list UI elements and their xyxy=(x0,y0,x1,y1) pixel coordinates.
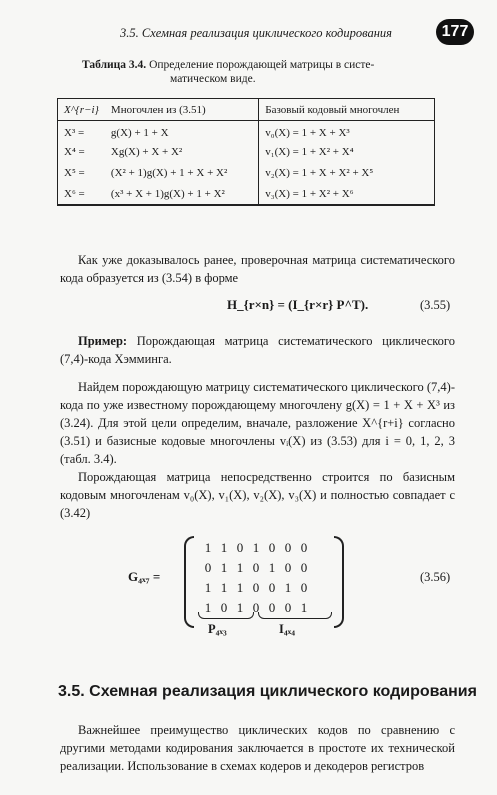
underbrace-p xyxy=(198,612,254,619)
table-row: X⁵ = (X² + 1)g(X) + 1 + X + X² v₂(X) = 1 + X + X² + X⁵ xyxy=(58,163,435,184)
matrix-row: 1 1 1 0 0 1 0 xyxy=(204,580,308,595)
equation-number-3-55: (3.55) xyxy=(420,298,451,312)
matrix-label-g: G₄ₓ₇ = xyxy=(128,569,161,584)
equation-3-55: H_{r×n} = (I_{r×r} P^T). xyxy=(227,297,369,312)
table-row: X⁶ = (x³ + X + 1)g(X) + 1 + X² v₃(X) = 1 + X² + X⁶ xyxy=(58,184,435,205)
example-label: Пример: xyxy=(78,334,128,348)
table-caption-label: Таблица 3.4. xyxy=(82,59,147,71)
page-number: 177 xyxy=(436,19,474,45)
matrix-row: 1 1 0 1 0 0 0 xyxy=(204,540,308,555)
table-caption-text-2: матическом виде. xyxy=(170,73,256,85)
table-row: X⁴ = Xg(X) + X + X² v₁(X) = 1 + X² + X⁴ xyxy=(58,142,435,163)
table-caption-text-1: Определение порождающей матрицы в систе- xyxy=(149,59,375,71)
left-parenthesis xyxy=(184,536,194,628)
table-caption xyxy=(82,58,412,86)
paragraph-2: Найдем порождающую матрицу систематического циклического (7,4)-кода по уже известному порождающему многочлену g(X) = 1 + X + X³ из (3.24). Для этой цели определим, вначале, разложение X^{r+i} согласно (3.51) и базисные кодовые многочлены vᵢ(X) из (3.53) для i = 0, 1, 2, 3 (табл. 3.4). xyxy=(60,380,455,466)
submatrix-label-i: I₄ₓ₄ xyxy=(279,622,295,636)
equation-number-3-56: (3.56) xyxy=(420,570,451,584)
section-paragraph: Важнейшее преимущество циклических кодов по сравнению с другими методами кодирования заключается в простоте их технической реализации. Использование в схемах кодеров и декодеров регистров xyxy=(60,723,455,773)
right-parenthesis xyxy=(334,536,344,628)
matrix-row: 0 1 1 0 1 0 0 xyxy=(204,560,308,575)
table-3-4 xyxy=(57,98,435,206)
table-row: X³ = g(X) + 1 + X v₀(X) = 1 + X + X³ xyxy=(58,121,435,142)
table-header-power: X^{r−i} xyxy=(58,99,105,121)
paragraph-1: Как уже доказывалось ранее, проверочная матрица систематического кода образуется из (3.54) в форме xyxy=(60,253,455,285)
matrix-row: 1 0 1 0 0 0 1 xyxy=(204,600,308,615)
table-header-polynomial: Многочлен из (3.51) xyxy=(105,99,259,121)
underbrace-i xyxy=(258,612,332,619)
paragraph-3: Порождающая матрица непосредственно строится по базисным кодовым многочленам v₀(X), v₁(X), v₂(X), v₃(X) и полностью совпадает с (3.42) xyxy=(60,470,455,520)
example-text: Порождающая матрица систематического циклического (7,4)-кода Хэмминга. xyxy=(60,334,455,366)
submatrix-label-p: P₄ₓ₃ xyxy=(208,622,227,636)
example-paragraph xyxy=(60,332,455,368)
table-header-basis: Базовый кодовый многочлен xyxy=(259,99,435,121)
section-heading: 3.5. Схемная реализация циклического кодирования xyxy=(58,683,477,700)
running-header: 3.5. Схемная реализация циклического кодирования xyxy=(120,26,392,40)
